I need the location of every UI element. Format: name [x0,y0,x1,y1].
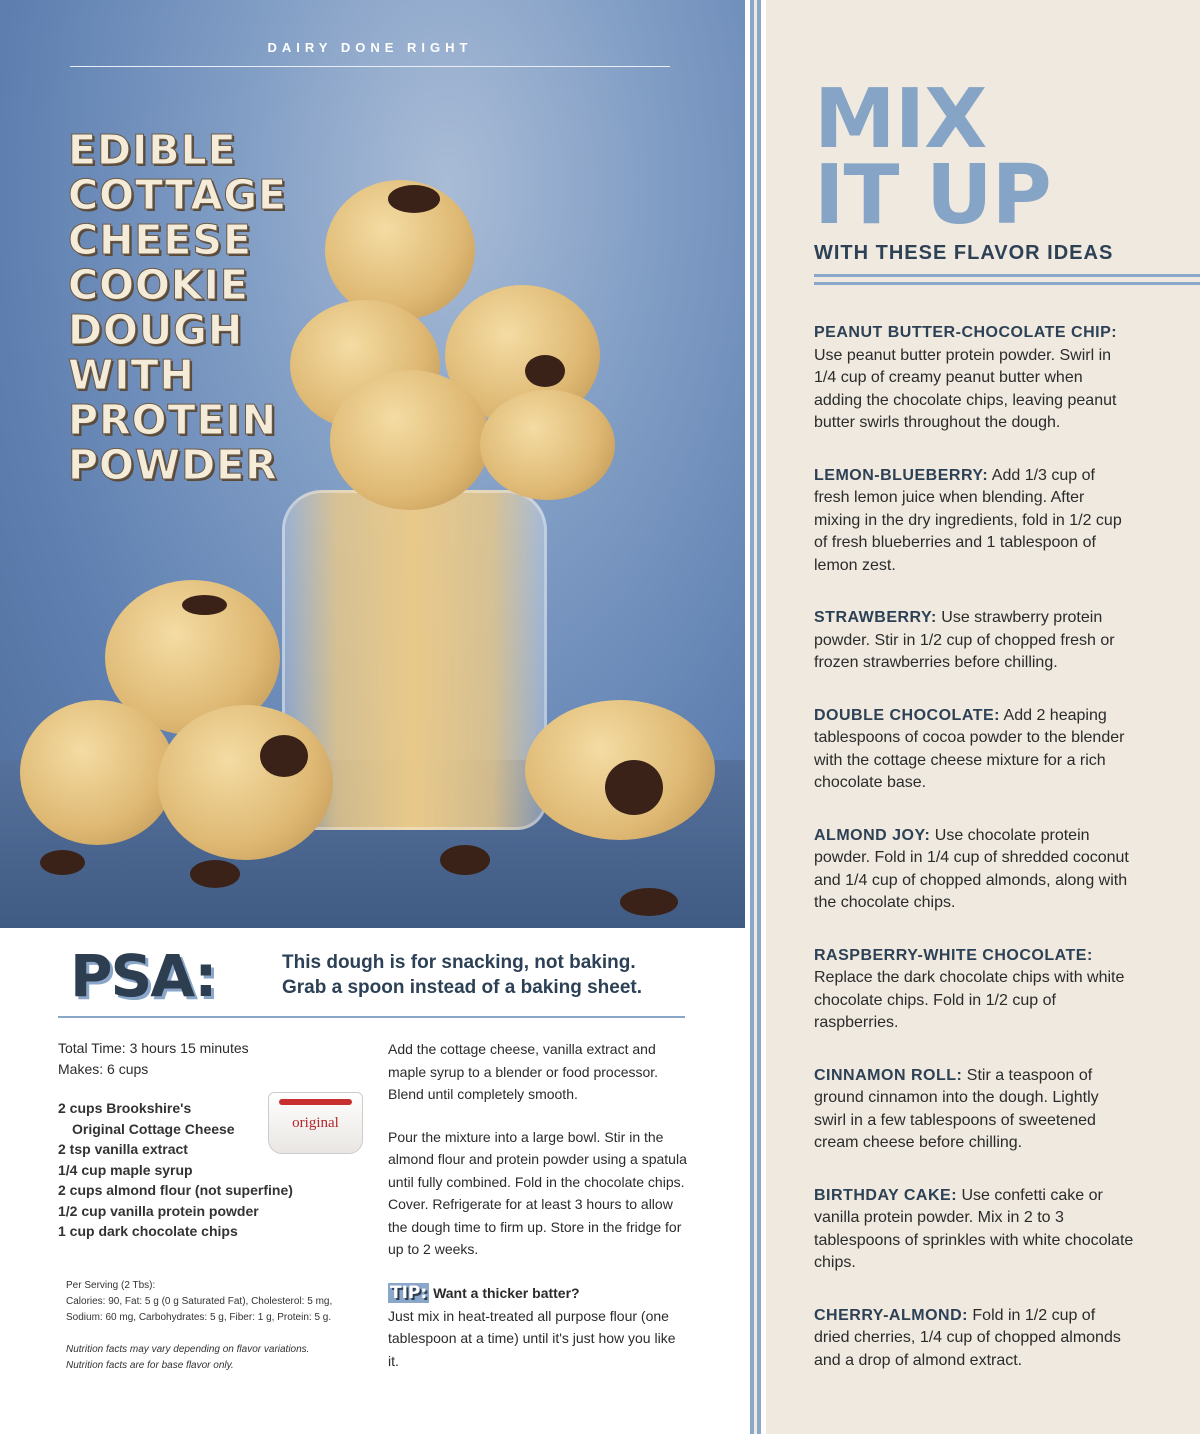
flavor-ideas-list [814,322,1134,1402]
flavor-description: Replace the dark chocolate chips with white chocolate chips. Fold in 1/2 cup of raspberries. [814,969,1125,1031]
psa-line: Grab a spoon instead of a baking sheet. [282,977,643,998]
chocolate-chip [620,888,678,916]
recipe-meta [58,1038,249,1080]
flavor-idea [814,825,1134,915]
divider [58,1016,685,1018]
flavor-name: CINNAMON ROLL: [814,1066,963,1084]
dough-ball [480,390,615,500]
chocolate-chip [440,845,490,875]
sidebar-rule [814,274,1200,277]
flavor-idea [814,1185,1134,1275]
nutrition-note: Nutrition facts are for base flavor only. [66,1360,234,1371]
ingredient: 1/2 cup vanilla protein powder [58,1202,259,1219]
flavor-idea [814,607,1134,675]
directions [388,1038,688,1281]
recipe-title [68,128,287,488]
ingredient: 2 tsp vanilla extract [58,1141,188,1157]
cottage-cheese-product-image: original [268,1092,363,1154]
nutrition-line: Calories: 90, Fat: 5 g (0 g Saturated Fat), Cholesterol: 5 mg, [66,1296,333,1307]
flavor-idea [814,705,1134,795]
nutrition-header: Per Serving (2 Tbs): [66,1280,156,1291]
tip-label: TIP: [390,1283,428,1303]
sidebar-rule [814,282,1200,285]
flavor-name: LEMON-BLUEBERRY: [814,466,989,484]
chocolate-chip [388,185,440,213]
ingredient: 2 cups Brookshire's [58,1100,192,1116]
flavor-name: RASPBERRY-WHITE CHOCOLATE: [814,946,1093,964]
ingredients-list [58,1098,293,1242]
sidebar-title [814,72,1051,243]
nutrition-line: Sodium: 60 mg, Carbohydrates: 5 g, Fiber: 1 g, Protein: 5 g. [66,1312,332,1323]
yield: Makes: 6 cups [58,1061,149,1077]
ingredient: 1 cup dark chocolate chips [58,1223,238,1239]
sidebar-stripes [748,0,766,1434]
flavor-name: CHERRY-ALMOND: [814,1306,968,1324]
title-line: CHEESE [68,216,252,264]
ingredient: 1/4 cup maple syrup [58,1161,193,1178]
flavor-name: ALMOND JOY: [814,826,931,844]
flavor-name: BIRTHDAY CAKE: [814,1186,958,1204]
dough-ball [20,700,175,845]
tip-question: Want a thicker batter? [433,1285,580,1301]
kicker-divider [70,66,670,67]
total-time: Total Time: 3 hours 15 minutes [58,1040,249,1056]
flavor-description: Use strawberry protein powder. Stir in 1/2 cup of chopped fresh or frozen strawberries before chilling. [814,609,1115,671]
tip-text: Just mix in heat-treated all purpose flour (one tablespoon at a time) until it's just how you like it. [388,1307,676,1369]
flavor-description: Add 1/3 cup of fresh lemon juice when blending. After mixing in the dry ingredients, fold in 1/2 cup of fresh blueberries and 1 tablespoon of lemon zest. [814,466,1122,574]
nutrition-facts [66,1278,332,1374]
title-line: PROTEIN [68,396,278,444]
flavor-idea [814,465,1134,578]
title-line: EDIBLE [68,126,237,174]
flavor-idea [814,1065,1134,1155]
psa-logo: PSA: [70,942,216,1010]
title-line: POWDER [68,441,278,489]
flavor-description: Stir a teaspoon of ground cinnamon into the dough. Lightly swirl in a few tablespoons of sweetened cream cheese before chilling. [814,1066,1099,1151]
flavor-description: Use chocolate protein powder. Fold in 1/4 cup of shredded coconut and 1/4 cup of chopped almonds, along with the chocolate chips. [814,826,1129,911]
dough-ball [330,370,490,510]
flavor-name: PEANUT BUTTER-CHOCOLATE CHIP: [814,324,1118,341]
sidebar-title-line: IT UP [814,148,1051,243]
ingredient: 2 cups almond flour (not superfine) [58,1182,293,1198]
sidebar-subtitle: WITH THESE FLAVOR IDEAS [814,242,1114,264]
tip-box [388,1282,688,1372]
flavor-name: DOUBLE CHOCOLATE: [814,706,1000,724]
flavor-idea [814,322,1134,435]
chocolate-chip [190,860,240,888]
flavor-description: Use confetti cake or vanilla protein powder. Mix in 2 to 3 tablespoons of sprinkles with white chocolate chips. [814,1186,1134,1271]
flavor-description: Fold in 1/2 cup of dried cherries, 1/4 cup of chopped almonds and a drop of almond extract. [814,1306,1121,1369]
direction-step: Pour the mixture into a large bowl. Stir in the almond flour and protein powder using a spatula until fully combined. Fold in the chocolate chips. Cover. Refrigerate for at least 3 hours to allow the dough time to firm up. Store in the fridge for up to 2 weeks. [388,1128,687,1257]
title-line: WITH [68,351,195,399]
psa-text [282,950,642,1000]
chocolate-chip [260,735,308,777]
chocolate-chip [525,355,565,387]
section-kicker: DAIRY DONE RIGHT [267,40,473,55]
ingredient: Original Cottage Cheese [72,1120,235,1137]
flavor-idea [814,945,1134,1035]
chocolate-chip [40,850,85,875]
chocolate-chip [182,595,227,615]
flavor-description: Add 2 heaping tablespoons of cocoa powder to the blender with the cottage cheese mixture for a rich chocolate base. [814,706,1125,791]
dough-ball [158,705,333,860]
title-line: COTTAGE [68,171,288,219]
title-line: COOKIE [68,261,249,309]
flavor-name: STRAWBERRY: [814,609,937,626]
psa-line: This dough is for snacking, not baking. [282,952,636,973]
flavor-description: Use peanut butter protein powder. Swirl in 1/4 cup of creamy peanut butter when adding the chocolate chips, leaving peanut butter swirls throughout the dough. [814,346,1117,431]
sidebar-title-line: MIX [814,72,987,167]
chocolate-chip [605,760,663,815]
title-line: DOUGH [68,306,244,354]
nutrition-note: Nutrition facts may vary depending on flavor variations. [66,1344,310,1355]
direction-step: Add the cottage cheese, vanilla extract and maple syrup to a blender or food processor. Blend until completely smooth. [388,1041,659,1102]
flavor-idea [814,1305,1134,1373]
